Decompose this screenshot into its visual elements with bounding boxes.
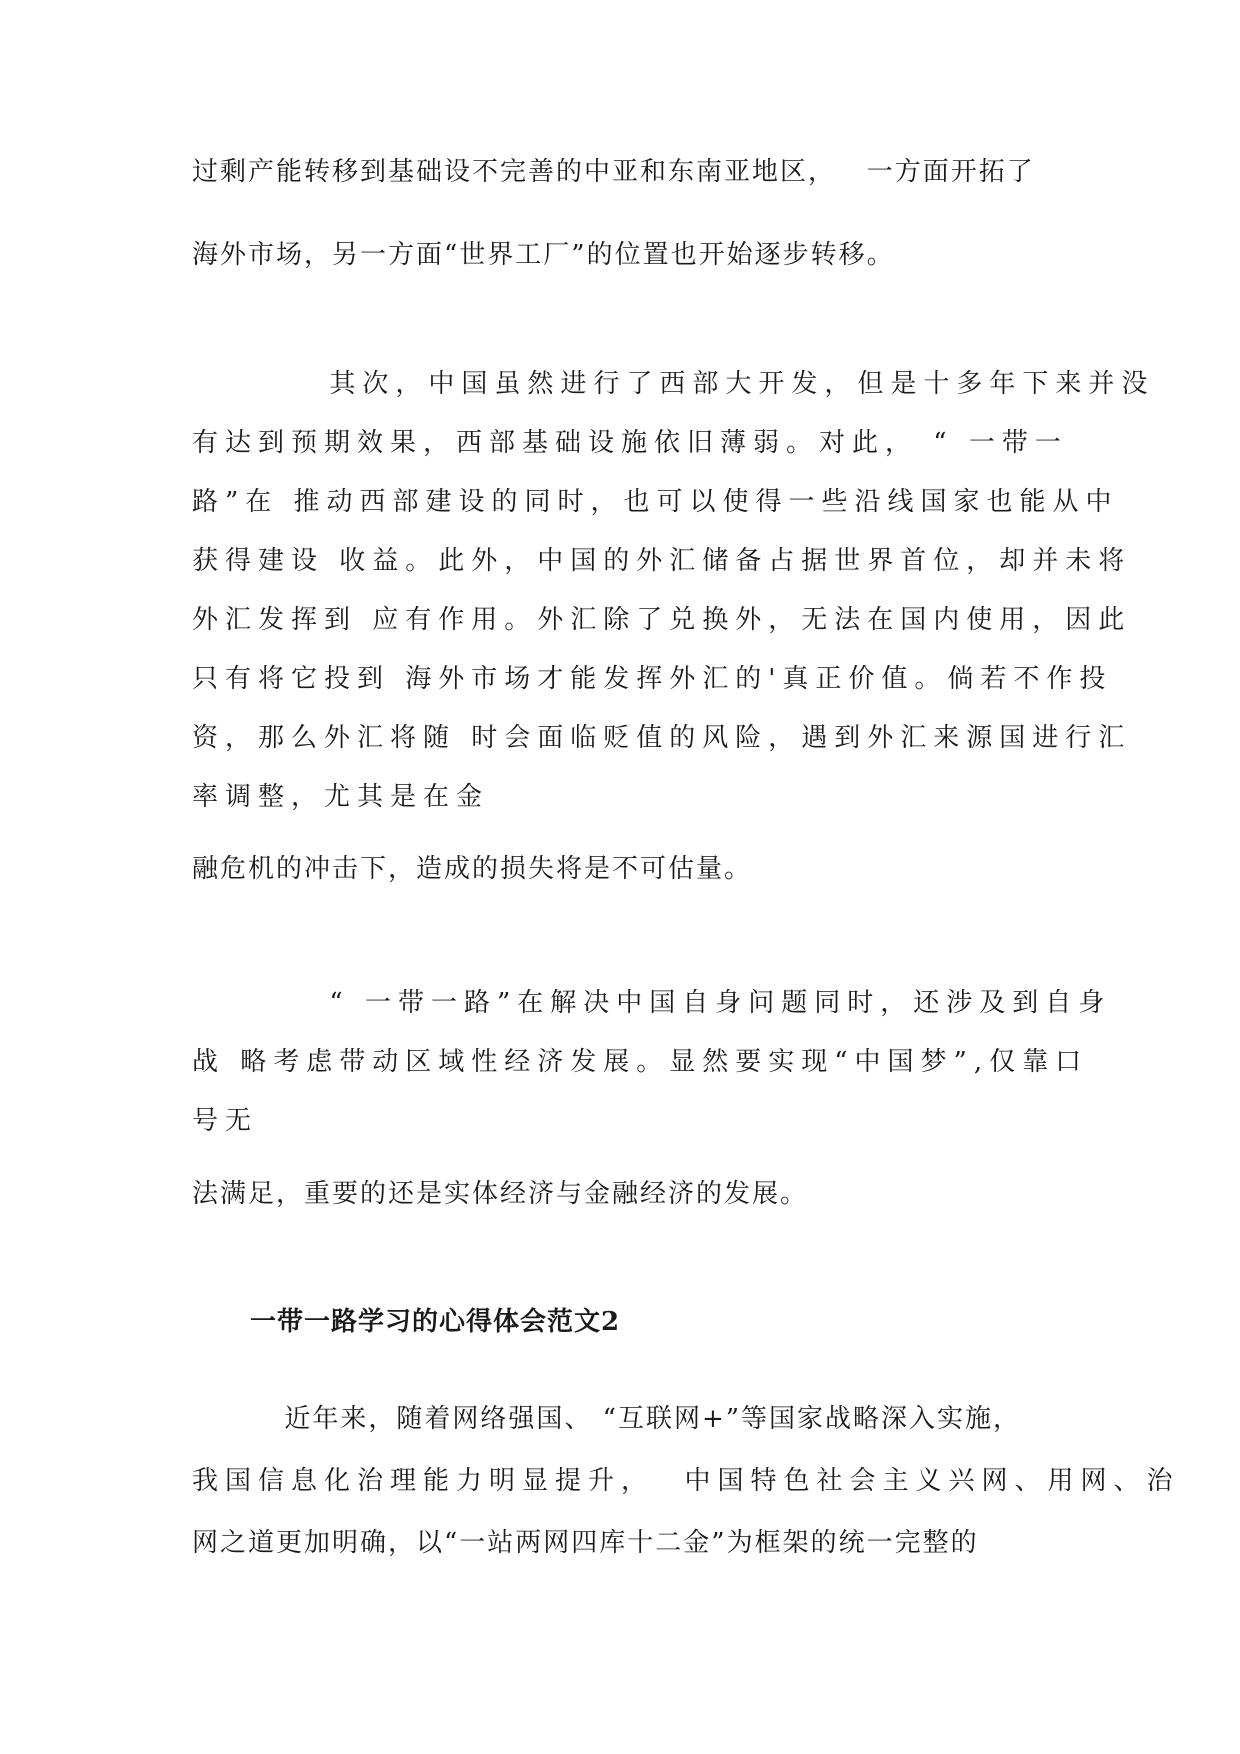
text-line: 路”在 推动西部建设的同时，也可以使得一些沿线国家也能从中 [192, 487, 1119, 517]
text-line: 只有将它投到 海外市场才能发挥外汇的'真正价值。倘若不作投 [192, 664, 1113, 694]
text-line: 获得建设 收益。此外，中国的外汇储备占据世界首位，却并未将 [192, 546, 1132, 576]
text-line: 过剩产能转移到基础设不完善的中亚和东南亚地区， 一方面开拓了 [192, 157, 1035, 187]
paragraph-first-line: 近年来，随着网络强国、 “互联网+”等国家战略深入实施， [192, 1404, 1022, 1434]
text-line: 外汇发挥到 应有作用。外汇除了兑换外，无法在国内使用，因此 [192, 605, 1132, 635]
text-line: 我国信息化治理能力明显提升， 中国特色社会主义兴网、用网、治 [192, 1466, 1180, 1496]
paragraph-first-line: 其次，中国虽然进行了西部大开发，但是十多年下来并没 [192, 369, 1155, 399]
text-line: 网之道更加明确，以“一站两网四库十二金”为框架的统一完整的 [192, 1528, 979, 1558]
text-line: 有达到预期效果，西部基础设施依旧薄弱。对此， “ 一带一 [192, 428, 1068, 458]
text-line: 法满足，重要的还是实体经济与金融经济的发展。 [192, 1179, 809, 1209]
section-heading: 一带一路学习的心得体会范文2 [250, 1307, 621, 1337]
text-line: 号无 [192, 1106, 259, 1136]
text-line: 资，那么外汇将随 时会面临贬值的风险，遇到外汇来源国进行汇 [192, 723, 1132, 753]
text-line: 海外市场，另一方面“世界工厂”的位置也开始逐步转移。 [192, 240, 895, 270]
paragraph-first-line: “ 一带一路”在解决中国自身问题同时，还涉及到自身 [192, 988, 1112, 1018]
text-line: 融危机的冲击下，造成的损失将是不可估量。 [192, 854, 753, 884]
text-line: 战 略考虑带动区域性经济发展。显然要实现“中国梦”,仅靠口 [192, 1047, 1089, 1077]
text-line: 率调整，尤其是在金 [192, 782, 490, 812]
